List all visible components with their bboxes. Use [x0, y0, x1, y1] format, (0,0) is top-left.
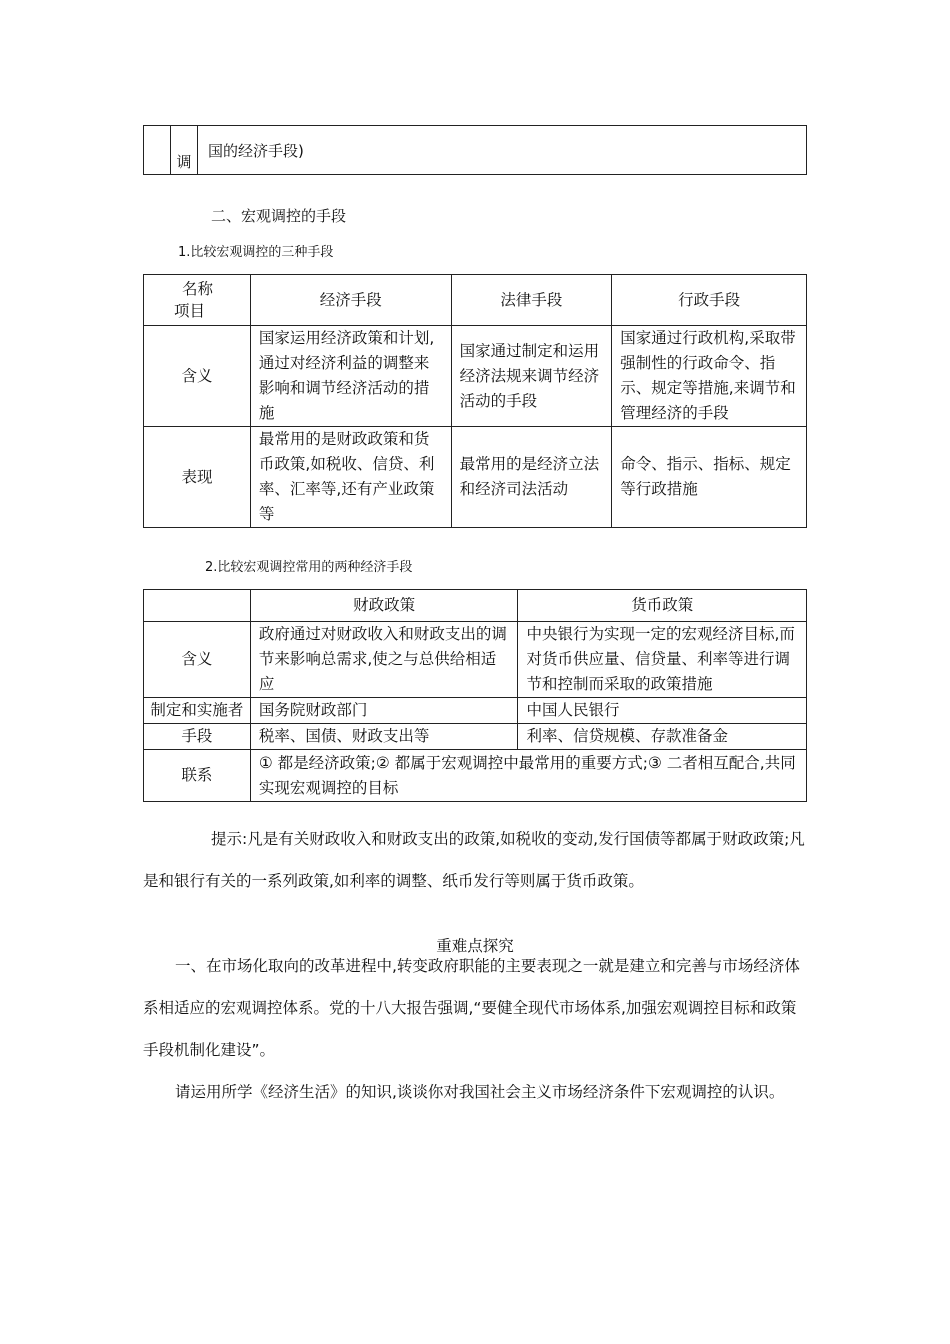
table-cell: 最常用的是财政政策和货币政策,如税收、信贷、利率、汇率等,还有产业政策等	[250, 427, 451, 528]
header-legal: 法律手段	[451, 275, 612, 326]
fragment-empty-cell	[144, 126, 171, 175]
table-cell: 国家通过制定和运用经济法规来调节经济活动的手段	[451, 326, 612, 427]
table-cell: 政府通过对财政收入和财政支出的调节来影响总需求,使之与总供给相适应	[250, 622, 518, 698]
table-cell: 国家通过行政机构,采取带强制性的行政命令、指示、规定等措施,来调节和管理经济的手段	[612, 326, 807, 427]
tip-paragraph: 提示:凡是有关财政收入和财政支出的政策,如税收的变动,发行国债等都属于财政政策;凡是和银行有关的一系列政策,如利率的调整、纸币发行等则属于货币政策。	[143, 830, 805, 890]
table-row	[144, 698, 807, 724]
header-monetary-policy: 货币政策	[518, 590, 807, 622]
table-row	[144, 326, 807, 427]
two-policies-table	[143, 589, 807, 802]
table-row	[144, 622, 807, 698]
table-row	[144, 427, 807, 528]
table-header-row	[144, 590, 807, 622]
section-title: 重难点探究	[436, 937, 514, 955]
row-label: 表现	[144, 427, 251, 528]
section-heading: 二、宏观调控的手段	[211, 207, 347, 225]
table-header-row	[144, 275, 807, 326]
table-cell: 国务院财政部门	[250, 698, 518, 724]
table-row	[144, 750, 807, 802]
question-paragraph: 一、在市场化取向的改革进程中,转变政府职能的主要表现之一就是建立和完善与市场经济体系相适应的宏观调控体系。党的十八大报告强调,“要健全现代市场体系,加强宏观调控目标和政策手段机制化建设”。	[143, 957, 800, 1059]
table-cell: 利率、信贷规模、存款准备金	[518, 724, 807, 750]
table-cell: 国家运用经济政策和计划,通过对经济利益的调整来影响和调节经济活动的措施	[250, 326, 451, 427]
header-economic: 经济手段	[250, 275, 451, 326]
previous-table-fragment	[143, 125, 807, 175]
corner-cell	[144, 275, 251, 326]
table-cell: 命令、指示、指标、规定等行政措施	[612, 427, 807, 528]
fragment-label-cell: 调	[171, 126, 198, 175]
question-prompt: 请运用所学《经济生活》的知识,谈谈你对我国社会主义市场经济条件下宏观调控的认识。	[175, 1083, 785, 1101]
row-label: 制定和实施者	[144, 698, 251, 724]
row-label: 含义	[144, 622, 251, 698]
row-label: 手段	[144, 724, 251, 750]
table-cell: 中国人民银行	[518, 698, 807, 724]
header-fiscal-policy: 财政政策	[250, 590, 518, 622]
table-cell: 中央银行为实现一定的宏观经济目标,而对货币供应量、信贷量、利率等进行调节和控制而采取的政策措施	[518, 622, 807, 698]
table1-caption: 1.比较宏观调控的三种手段	[178, 245, 334, 260]
corner-bottom-label: 项目	[174, 302, 206, 320]
table-row	[144, 724, 807, 750]
three-means-table	[143, 274, 807, 528]
row-label: 含义	[144, 326, 251, 427]
corner-top-label: 名称	[182, 280, 214, 298]
corner-cell	[144, 590, 251, 622]
header-administrative: 行政手段	[612, 275, 807, 326]
table-cell-merged: ① 都是经济政策;② 都属于宏观调控中最常用的重要方式;③ 二者相互配合,共同实现宏观调控的目标	[250, 750, 806, 802]
table-cell: 最常用的是经济立法和经济司法活动	[451, 427, 612, 528]
fragment-text-cell: 国的经济手段)	[198, 126, 807, 175]
table-cell: 税率、国债、财政支出等	[250, 724, 518, 750]
row-label: 联系	[144, 750, 251, 802]
table2-caption: 2.比较宏观调控常用的两种经济手段	[205, 560, 413, 575]
